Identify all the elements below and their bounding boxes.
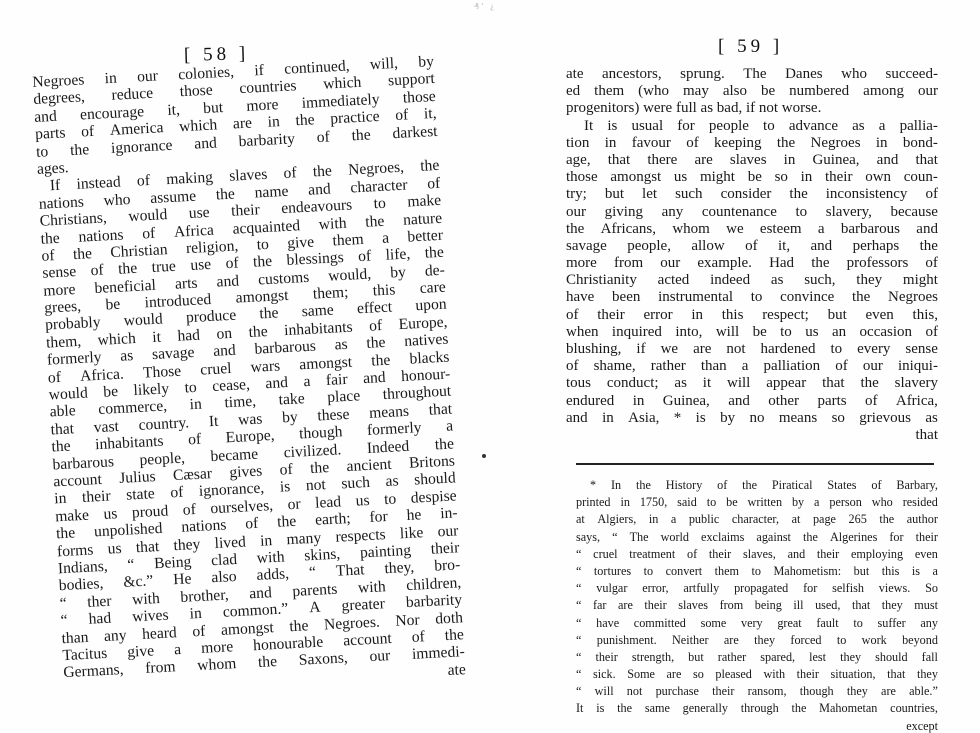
text-line: If instead of making slaves of the Negroes, the <box>49 157 440 195</box>
text-line: the Africans, whom we esteem a barbarous and <box>566 220 938 237</box>
text-line: Christians, would use their endeavours to make <box>39 191 442 230</box>
footnote-line: “ sick. Some are so pleased with their situation, that they <box>576 667 938 682</box>
catchword: that <box>915 426 938 443</box>
text-line: forms us that they lived in many respects like our <box>56 521 459 560</box>
text-line: those amongst us might be so in their own coun- <box>566 169 938 186</box>
text-line: ate ancestors, sprung. The Danes who succeed- <box>566 66 938 82</box>
footnote-line: “ have committed some very great fault to suffer any <box>576 615 938 630</box>
text-line: them, which it had on the inhabitants of Europe, <box>45 313 448 352</box>
text-line: than any heard of amongst the Negroes. Nor doth <box>61 608 464 647</box>
gutter-dot <box>482 454 486 458</box>
text-line: bodies, &c.” He also adds, “ That they, bro- <box>58 556 461 595</box>
text-line: Indians, “ Being clad with skins, painting their <box>57 539 460 578</box>
text-line: try; but let such consider the inconsistency of <box>566 186 938 203</box>
text-line: Christianity acted indeed as such, they might <box>566 272 938 289</box>
text-line: It is usual for people to advance as a pallia- <box>584 117 938 134</box>
text-line: Negroes in our colonies, if continued, will, by <box>32 52 435 91</box>
text-line: the inhabitants of Europe, though formerly a <box>51 417 454 456</box>
text-line: account Julius Cæsar gives of the ancient Britons <box>52 452 456 491</box>
text-line: of shame, rather than a palliation of our iniqui- <box>566 358 938 375</box>
text-line: probably would produce the same effect upon <box>44 296 448 335</box>
text-line: parts of America which are in the practice of it, <box>34 105 437 144</box>
text-line: tion in favour of keeping the Negroes in bond- <box>566 134 938 151</box>
text-line: make us proud of ourselves, or lead us to despise <box>54 487 458 526</box>
footnote-line: says, “ The world exclaims against the Algerines for their <box>576 529 938 544</box>
text-line: progenitors) were full as bad, if not worse. <box>566 100 822 117</box>
footnote-line: printed in 1750, said to be written by a person who resided <box>576 495 938 510</box>
footnote-line: “ their strength, but rather spared, lest they should fall <box>576 649 938 664</box>
footnote-line: at Algiers, in a public character, at page 265 the author <box>576 512 938 527</box>
text-line: the nations of Africa acquainted with the nature <box>40 209 443 248</box>
text-line: more beneficial arts and customs would, by de- <box>42 261 446 300</box>
text-line: “ ther with brother, and parents with children, <box>59 573 462 612</box>
footnote-line: “ far are their slaves from being ill used, that they must <box>576 598 938 613</box>
text-line: Germans, from whom the Saxons, our immedi- <box>62 643 466 682</box>
text-line: degrees, reduce those countries which support <box>32 70 436 109</box>
text-line: able commerce, in time, take place throughout <box>49 382 452 421</box>
footnote-line: “ will not purchase their ransom, though they are able.” <box>576 684 938 699</box>
text-line: ed them (who may also be numbered among our <box>566 83 938 100</box>
text-line: age, that there are slaves in Guinea, and that <box>566 151 938 168</box>
text-line: tous conduct; as it will appear that the slavery <box>566 375 938 392</box>
footnote-catchword: except <box>906 718 938 733</box>
text-line: of their error in this respect; but even this, <box>566 306 938 323</box>
gutter-marks: ₰' ¿ <box>474 2 497 11</box>
body-text <box>32 53 466 699</box>
footnote-line: * In the History of the Piratical States of Barbary, <box>590 478 938 492</box>
text-line: would be likely to cease, and a fair and honour- <box>48 365 451 404</box>
page-number: [ 59 ] <box>718 36 784 57</box>
text-line: blushing, if we are not hardened to every sense <box>566 341 938 357</box>
text-line: barbarous people, became civilized. Indeed the <box>52 435 455 474</box>
text-line: more from our example. Had the professors of <box>566 255 938 272</box>
text-line: that vast country. It was by these means that <box>50 400 453 439</box>
text-line: in their state of ignorance, is not such as should <box>53 469 457 508</box>
left-page <box>32 0 467 728</box>
footnote-line: “ punishment. Neither are they forced to work beyond <box>576 632 938 647</box>
text-line: endured in Guinea, and other parts of Africa, <box>566 392 938 409</box>
footnote <box>576 478 938 733</box>
text-line: Tacitus give a more honourable account of the <box>62 626 465 665</box>
text-line: to the ignorance and barbarity of the darkest <box>35 122 438 161</box>
footnote-line: It is the same generally through the Mahometan countries, <box>576 701 938 716</box>
text-line: of the Christian religion, to give them a better <box>41 226 444 265</box>
footnote-line: “ vulgar error, artfully propagated for selfish views. So <box>576 581 938 596</box>
text-line: ages. <box>36 159 70 178</box>
text-line: our giving any countenance to slavery, because <box>566 203 938 220</box>
text-line: of Africa. Those cruel wars amongst the blacks <box>47 348 450 387</box>
catchword: ate <box>447 660 467 679</box>
footnote-rule <box>576 463 934 465</box>
text-line: the unpolished nations of the earth; for he in- <box>55 504 458 543</box>
page-number: [ 58 ] <box>183 43 250 66</box>
right-page <box>566 0 938 733</box>
text-line: grees, be introduced amongst them; this care <box>43 278 447 317</box>
text-line: and in Asia, * is by no means so grievous as <box>566 409 938 426</box>
text-line: “ had wives in common.” A greater barbarity <box>60 591 463 630</box>
text-line: and encourage it, but more immediately those <box>33 87 437 126</box>
text-line: have been instrumental to convince the Negroes <box>566 289 938 306</box>
body-text <box>566 66 938 444</box>
footnote-line: “ tortures to convert them to Mahometism: but this is a <box>576 563 938 578</box>
text-line: formerly as savage and barbarous as the natives <box>46 330 449 369</box>
text-line: sense of the true use of the blessings of life, the <box>42 244 445 283</box>
text-line: when inquired into, will be to us an occasion of <box>566 323 938 340</box>
text-line: savage people, allow of it, and perhaps the <box>566 237 938 254</box>
text-line: nations who assume the name and character of <box>38 174 441 213</box>
footnote-line: “ cruel treatment of their slaves, and their employing even <box>576 546 938 561</box>
